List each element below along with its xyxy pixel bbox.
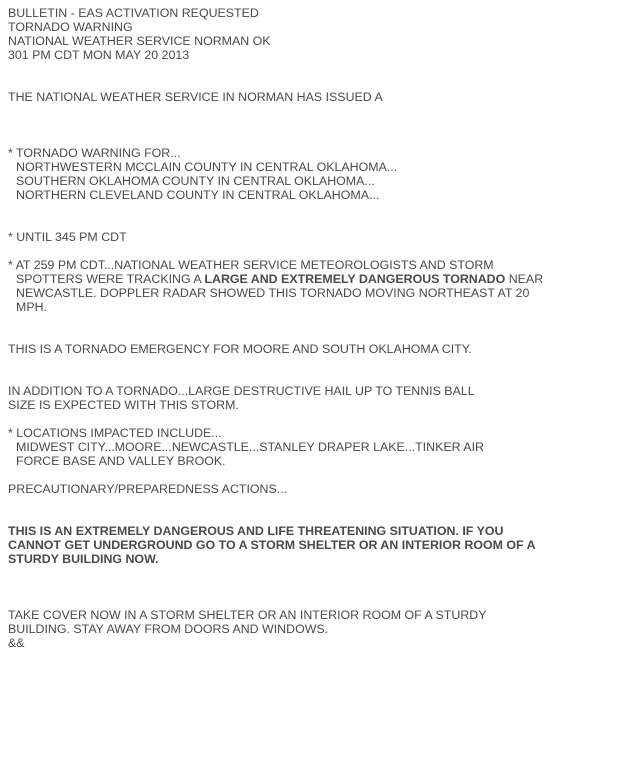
intro-text: THE NATIONAL WEATHER SERVICE IN NORMAN HAS ISSUED A: [8, 90, 383, 104]
radar-line-1: * AT 259 PM CDT...NATIONAL WEATHER SERVICE METEOROLOGISTS AND STORM: [8, 258, 494, 272]
warning-areas: [8, 146, 623, 202]
precautionary-heading: PRECAUTIONARY/PREPAREDNESS ACTIONS...: [8, 482, 288, 496]
locations-line-2: FORCE BASE AND VALLEY BROOK.: [16, 454, 226, 468]
take-cover-statement: [8, 608, 623, 636]
take-cover-line-2: BUILDING. STAY AWAY FROM DOORS AND WINDOWS.: [8, 622, 329, 636]
warning-bulletin: [8, 6, 623, 650]
tornado-emphasis: LARGE AND EXTREMELY DANGEROUS TORNADO: [204, 272, 506, 286]
radar-line-4: MPH.: [16, 300, 47, 314]
bulletin-type: BULLETIN - EAS ACTIVATION REQUESTED: [8, 6, 259, 20]
warning-type: TORNADO WARNING: [8, 20, 133, 34]
radar-line-3: NEWCASTLE. DOPPLER RADAR SHOWED THIS TORNADO MOVING NORTHEAST AT 20: [16, 286, 530, 300]
locations-heading: * LOCATIONS IMPACTED INCLUDE...: [8, 426, 222, 440]
danger-line-1: THIS IS AN EXTREMELY DANGEROUS AND LIFE THREATENING SITUATION. IF YOU: [8, 524, 504, 538]
warning-area-item: NORTHERN CLEVELAND COUNTY IN CENTRAL OKLAHOMA...: [16, 188, 380, 202]
issuing-office: NATIONAL WEATHER SERVICE NORMAN OK: [8, 34, 271, 48]
radar-report: [8, 258, 623, 314]
until-time: * UNTIL 345 PM CDT: [8, 230, 127, 244]
end-marker: &&: [8, 636, 25, 650]
warning-area-item: SOUTHERN OKLAHOMA COUNTY IN CENTRAL OKLAHOMA...: [16, 174, 375, 188]
warning-area-item: NORTHWESTERN MCCLAIN COUNTY IN CENTRAL OKLAHOMA...: [16, 160, 398, 174]
tornado-emergency-statement: THIS IS A TORNADO EMERGENCY FOR MOORE AND SOUTH OKLAHOMA CITY.: [8, 342, 472, 356]
warning-areas-heading: * TORNADO WARNING FOR...: [8, 146, 181, 160]
radar-line-2-text: SPOTTERS WERE TRACKING A: [16, 272, 205, 286]
hail-line-2: SIZE IS EXPECTED WITH THIS STORM.: [8, 398, 239, 412]
issue-time: 301 PM CDT MON MAY 20 2013: [8, 48, 190, 62]
impacted-locations: [8, 426, 623, 468]
danger-line-3: STURDY BUILDING NOW.: [8, 552, 159, 566]
bulletin-header: [8, 6, 623, 62]
danger-statement: [8, 524, 623, 566]
locations-line-1: MIDWEST CITY...MOORE...NEWCASTLE...STANLEY DRAPER LAKE...TINKER AIR: [16, 440, 484, 454]
hail-line-1: IN ADDITION TO A TORNADO...LARGE DESTRUCTIVE HAIL UP TO TENNIS BALL: [8, 384, 475, 398]
radar-line-2: [8, 272, 623, 286]
danger-line-2: CANNOT GET UNDERGROUND GO TO A STORM SHELTER OR AN INTERIOR ROOM OF A: [8, 538, 536, 552]
radar-line-2-tail: NEAR: [505, 272, 544, 286]
hail-statement: [8, 384, 623, 412]
take-cover-line-1: TAKE COVER NOW IN A STORM SHELTER OR AN INTERIOR ROOM OF A STURDY: [8, 608, 487, 622]
